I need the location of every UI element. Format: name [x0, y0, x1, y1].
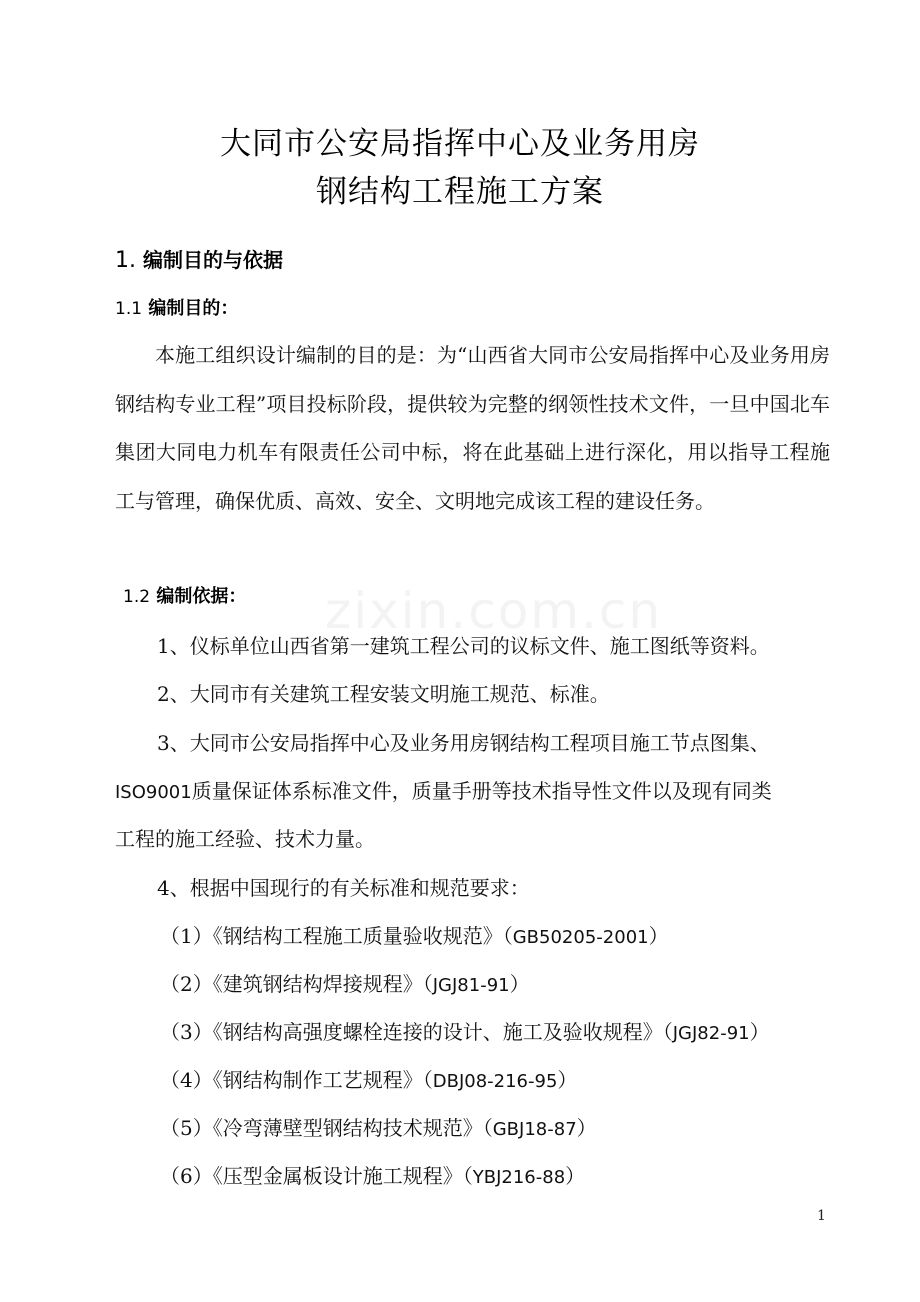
section-number: 1. [115, 248, 136, 273]
standard-item: （2）《建筑钢结构焊接规程》（JGJ81-91） [160, 972, 530, 996]
basis-item-4: 4、根据中国现行的有关标准和规范要求： [157, 876, 530, 900]
section-title: 编制依据： [156, 586, 247, 607]
section-heading-1 [115, 244, 283, 273]
purpose-paragraph: 本施工组织设计编制的目的是：为“山西省大同市公安局指挥中心及业务用房钢结构专业工程”项目投标阶段，提供较为完整的纲领性技术文件，一旦中国北车集团大同电力机车有限责任公司中标，将在此基础上进行深化，用以指导工程施工与管理，确保优质、高效、安全、文明地完成该工程的建设任务。 [115, 343, 830, 513]
section-title: 编制目的与依据 [142, 248, 283, 272]
section-number: 1.2 [123, 587, 151, 607]
basis-item-1: 1、仪标单位山西省第一建筑工程公司的议标文件、施工图纸等资料。 [157, 634, 770, 658]
standard-item: （6）《压型金属板设计施工规程》（YBJ216-88） [160, 1164, 586, 1188]
basis-item-3-line3: 工程的施工经验、技术力量。 [115, 827, 375, 851]
section-heading-1-1 [115, 294, 238, 320]
basis-item-3-line2 [115, 775, 772, 804]
standard-item: （4）《钢结构制作工艺规程》（DBJ08-216-95） [160, 1068, 578, 1092]
basis-item-3-line1: 3、大同市公安局指挥中心及业务用房钢结构工程项目施工节点图集、 [157, 731, 770, 755]
page-number: 1 [817, 1208, 826, 1224]
document-title-line1: 大同市公安局指挥中心及业务用房 [220, 126, 700, 162]
section-heading-1-2 [123, 582, 246, 608]
section-title: 编制目的： [148, 298, 239, 319]
standard-item: （3）《钢结构高强度螺栓连接的设计、施工及验收规程》（JGJ82-91） [160, 1020, 770, 1044]
standard-item: （1）《钢结构工程施工质量验收规范》（GB50205-2001） [160, 924, 669, 948]
section-number: 1.1 [115, 299, 143, 319]
watermark: zixin.com.cn [325, 582, 663, 640]
standard-item: （5）《冷弯薄壁型钢结构技术规范》（GBJ18-87） [160, 1116, 597, 1140]
basis-item-2: 2、大同市有关建筑工程安装文明施工规范、标准。 [157, 682, 610, 706]
document-title-line2: 钢结构工程施工方案 [316, 174, 604, 210]
iso-code: ISO9001 [115, 782, 192, 803]
basis-item-3-line2-text: 质量保证体系标准文件，质量手册等技术指导性文件以及现有同类 [191, 779, 772, 803]
